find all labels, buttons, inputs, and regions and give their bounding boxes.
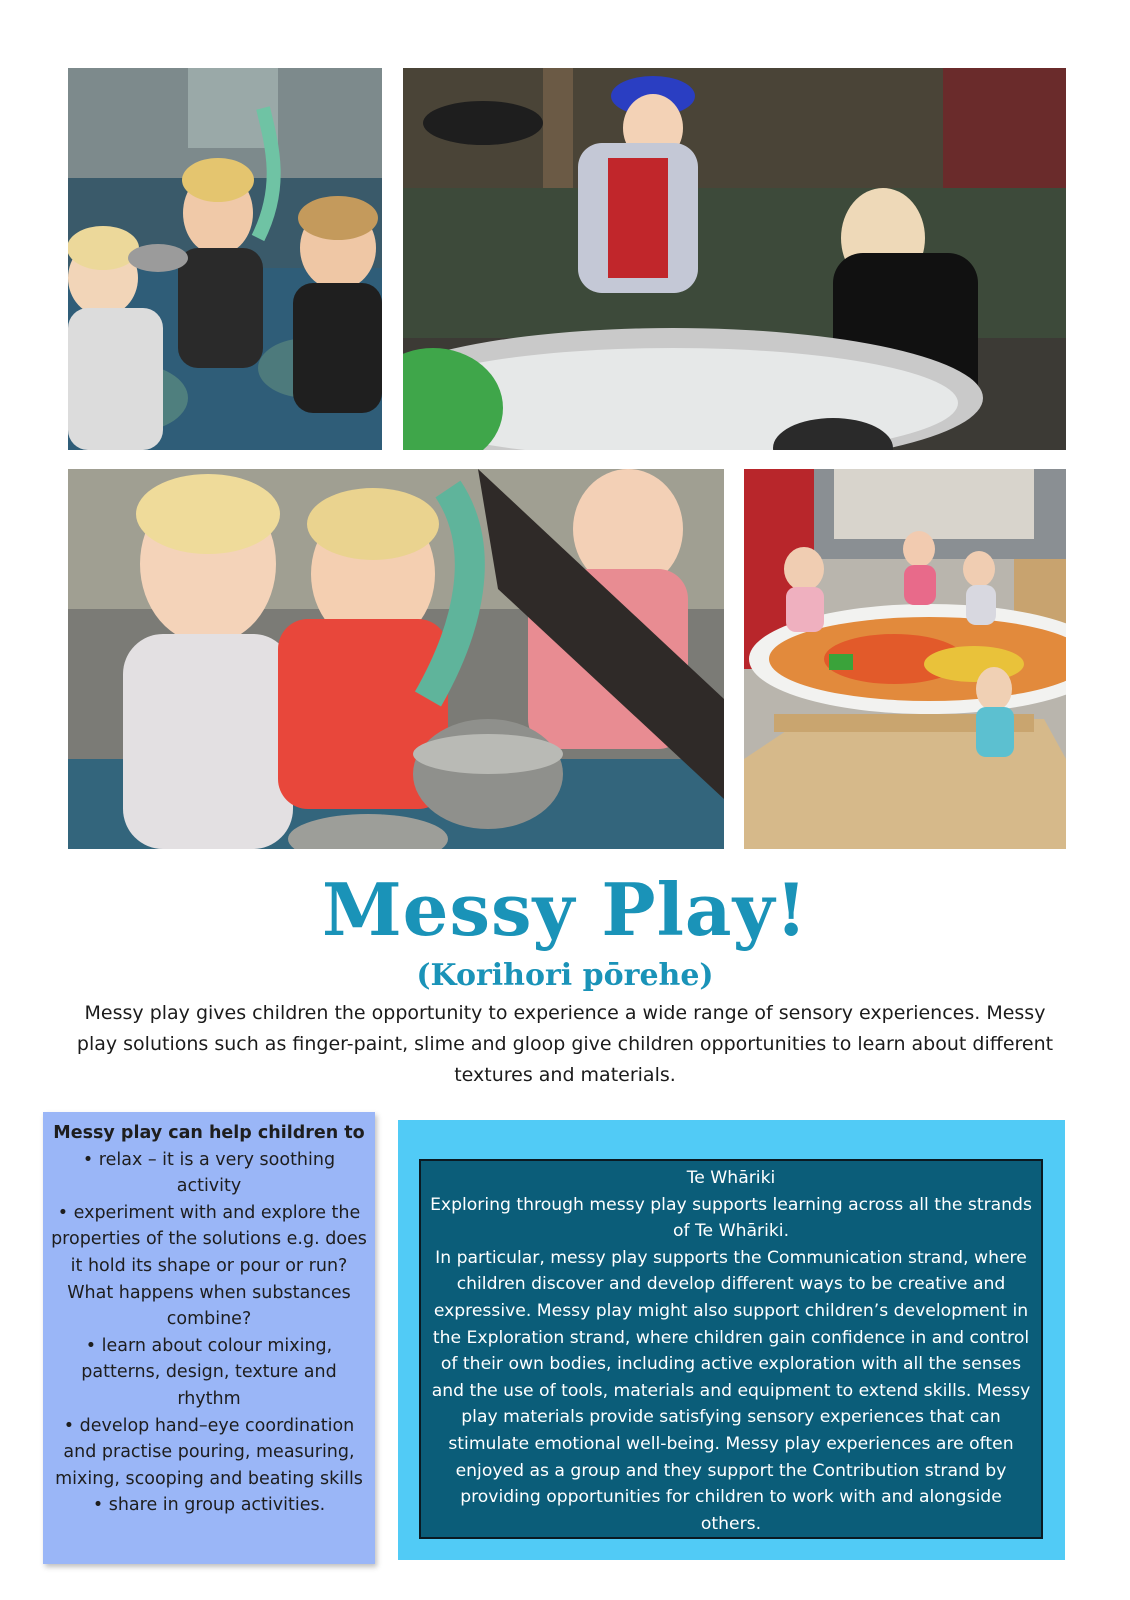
list-item: • experiment with and explore the properties of the solutions e.g. does it hold its shape or pour or run? What happens when substances combine?: [51, 1202, 367, 1330]
photo-children-slime-bowls: [68, 469, 724, 849]
benefits-heading: Messy play can help children to: [53, 1123, 365, 1143]
page-subtitle: (Korihori pōrehe): [416, 958, 714, 993]
photo-children-tray-outdoors: [403, 68, 1066, 450]
list-item: • develop hand–eye coordination and practise pouring, measuring, mixing, scooping and beating skills: [55, 1415, 363, 1489]
te-whariki-panel: [419, 1159, 1043, 1539]
list-item: • relax – it is a very soothing activity: [82, 1149, 336, 1197]
photo-children-slime-table: [68, 68, 382, 450]
te-whariki-box: [398, 1120, 1065, 1560]
benefits-box: [43, 1112, 375, 1564]
photo-children-round-table: [744, 469, 1066, 849]
te-whariki-heading: Te Whāriki: [686, 1168, 776, 1188]
te-whariki-para-1: Exploring through messy play supports learning across all the strands of Te Whāriki.: [430, 1194, 1032, 1242]
page-title: Messy Play!: [321, 867, 809, 952]
intro-paragraph: Messy play gives children the opportunity to experience a wide range of sensory experiences. Messy play solutions such as finger-paint, slime and gloop give children opportunities to learn about different textures and materials.: [76, 1002, 1054, 1086]
te-whariki-para-2: In particular, messy play supports the Communication strand, where children discover and develop different ways to be creative and expressive. Messy play might also support children’s development in the Exploration strand, where children gain confidence in and control of their own bodies, including active exploration with all the senses and the use of tools, materials and equipment to extend skills. Messy play materials provide satisfying sensory experiences that can stimulate emotional well-being. Messy play experiences are often enjoyed as a group and they support the Contribution strand by providing opportunities for children to work with and alongside others.: [431, 1247, 1031, 1534]
list-item: • learn about colour mixing, patterns, design, texture and rhythm: [81, 1335, 337, 1409]
benefits-list: [49, 1147, 369, 1519]
list-item: • share in group activities.: [92, 1495, 326, 1516]
